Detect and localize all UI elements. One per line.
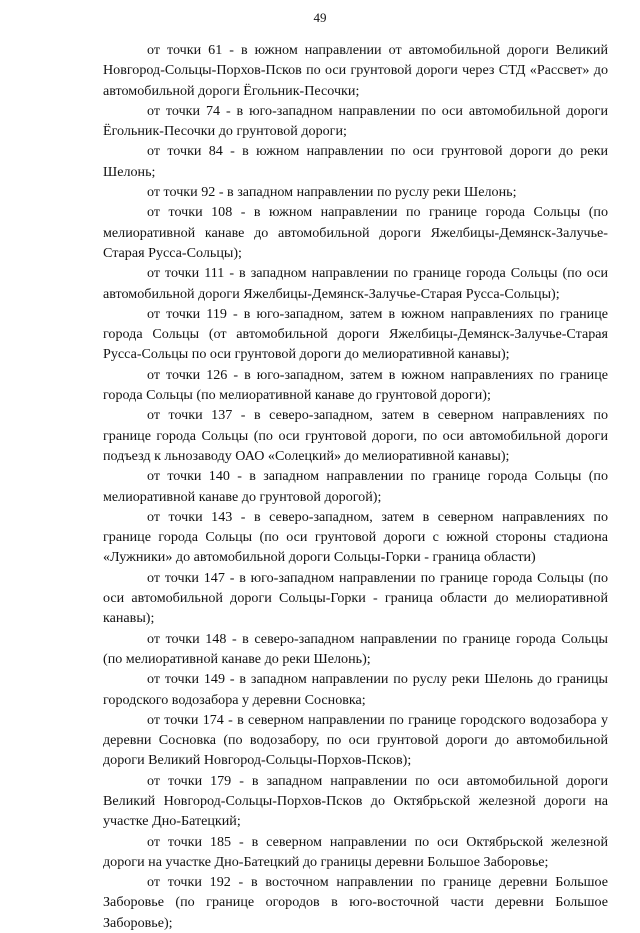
paragraph-point-92: от точки 92 - в западном направлении по руслу реки Шелонь; bbox=[147, 184, 517, 201]
paragraph-point-192: от точки 192 - в восточном направлении по границе деревни Большое Заборовье (по границе огородов в юго-восточной части деревни Большое Заборовье); bbox=[103, 874, 608, 931]
paragraph-point-111: от точки 111 - в западном направлении по границе города Сольцы (по оси автомобильной дороги Яжелбицы-Демянск-Залучье-Старая Русса-Сольцы); bbox=[103, 265, 608, 302]
paragraph-point-185: от точки 185 - в северном направлении по оси Октябрьской железной дороги на участке Дно-Батецкий до границы деревни Большое Заборовье; bbox=[103, 833, 608, 870]
page-number: 49 bbox=[313, 10, 327, 25]
paragraph-point-84: от точки 84 - в южном направлении по оси грунтовой дороги до реки Шелонь; bbox=[103, 143, 608, 180]
paragraph-point-147: от точки 147 - в юго-западном направлении по границе города Сольцы (по оси автомобильной дороги Сольцы-Горки - граница области до мелиоративной канавы); bbox=[103, 569, 608, 627]
paragraph-point-179: от точки 179 - в западном направлении по оси автомобильной дороги Великий Новгород-Сольцы-Порхов-Псков до Октябрьской железной дороги на участке Дно-Батецкий; bbox=[103, 772, 608, 830]
paragraph-point-119: от точки 119 - в юго-западном, затем в южном направлениях по границе города Сольцы (от автомобильной дороги Яжелбицы-Демянск-Залучье-Старая Русса-Сольцы по оси грунтовой дороги до мелиоративной канавы); bbox=[103, 305, 608, 363]
paragraph-point-61: от точки 61 - в южном направлении от автомобильной дороги Великий Новгород-Сольцы-Порхов-Псков по оси грунтовой дороги через СТД «Рассвет» до автомобильной дороги Ёгольник-Песочки; bbox=[103, 42, 608, 99]
paragraph-point-148: от точки 148 - в северо-западном направлении по границе города Сольцы (по мелиоративной канаве до реки Шелонь); bbox=[103, 630, 608, 667]
paragraph-point-108: от точки 108 - в южном направлении по границе города Сольцы (по мелиоративной канаве до автомобильной дороги Яжелбицы-Демянск-Залучье-Старая Русса-Сольцы); bbox=[103, 204, 608, 261]
paragraph-point-74: от точки 74 - в юго-западном направлении по оси автомобильной дороги Ёгольник-Песочки до грунтовой дороги; bbox=[103, 102, 608, 140]
paragraph-point-140: от точки 140 - в западном направлении по границе города Сольцы (по мелиоративной канаве до грунтовой дорогой); bbox=[103, 468, 608, 505]
paragraph-point-126: от точки 126 - в юго-западном, затем в южном направлениях по границе города Сольцы (по мелиоративной канаве до грунтовой дороги); bbox=[103, 366, 608, 404]
paragraph-point-143: от точки 143 - в северо-западном, затем в северном направлениях по границе города Сольцы (по оси грунтовой дороги с южной стороны стадиона «Лужники» до автомобильной дороги Сольцы-Горки - граница области) bbox=[103, 508, 608, 566]
paragraph-point-174: от точки 174 - в северном направлении по границе городского водозабора у деревни Сосновка (по водозабору, по оси грунтовой дороги до автомобильной дороги Великий Новгород-Сольцы-Порхов-Псков); bbox=[103, 711, 608, 769]
paragraph-point-137: от точки 137 - в северо-западном, затем в северном направлениях по границе города Сольцы (по оси грунтовой дороги, по оси автомобильной дороги подъезд к льнозаводу ОАО «Солецкий» до мелиоративной канавы); bbox=[103, 407, 608, 464]
document-body bbox=[103, 40, 608, 933]
paragraph-point-149: от точки 149 - в западном направлении по руслу реки Шелонь до границы городского водозабора у деревни Сосновка; bbox=[103, 671, 608, 708]
